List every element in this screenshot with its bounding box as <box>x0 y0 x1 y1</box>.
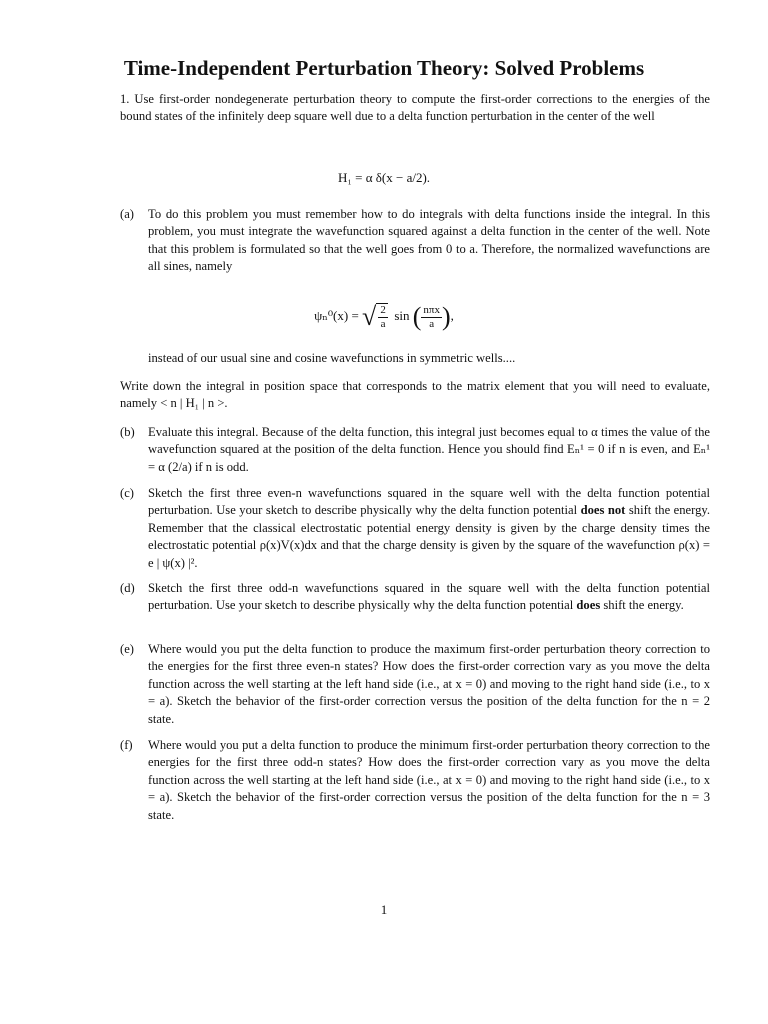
item-d <box>120 580 710 615</box>
equation-h1: H₁ = α δ(x − a/2). <box>337 170 431 185</box>
page-number: 1 <box>380 902 388 917</box>
item-c <box>120 485 710 572</box>
item-d-text: Sketch the first three odd-n wavefunctions squared in the square well with the delta function potential perturbation. Use your sketch to describe physically why the delta function potential does shift the energy. <box>148 581 710 613</box>
wavefunction-equation: ψₙ⁰(x) = √ $\frac{2}{a}$ sin ( $\frac{\text{nπx}}{a}$ ), <box>314 302 454 331</box>
wf-tail: , <box>450 307 454 323</box>
sin-function: sin <box>394 307 410 323</box>
item-f-text: Where would you put a delta function to produce the minimum first-order perturbation theory correction to the energies for the first three odd-n states? How does the first-order correction vary as you move the delta function across the well starting at the left hand side (i.e., at x = 0) and moving to the right hand side (i.e., to x = a). Sketch the behavior of the first-order correction versus the position of the delta function for the n = 3 state. <box>148 738 710 822</box>
item-a-text: To do this problem you must remember how to do integrals with delta functions inside the integral. In this problem, you must integrate the wavefunction squared against a delta function in the center of the well. Note that this problem is formulated so that the well goes from 0 to a. Therefore, the normalized wavefunctions are all sines, namely <box>148 207 710 274</box>
item-b <box>120 424 710 476</box>
item-f <box>120 737 710 824</box>
page-title: Time-Independent Perturbation Theory: Solved Problems <box>123 56 645 80</box>
problem-intro: 1. Use first-order nondegenerate perturbation theory to compute the first-order corrections to the energies of the bound states of the infinitely deep square well due to a delta function perturbation in the center of the well <box>120 92 710 124</box>
item-a <box>120 206 710 276</box>
item-d-label: (d) <box>120 581 135 595</box>
sqrt-denominator: a <box>380 318 386 330</box>
sqrt-numerator: 2 <box>380 304 386 316</box>
item-b-text: Evaluate this integral. Because of the delta function, this integral just becomes equal to α times the value of the wavefunction squared at the position of the delta function. Hence you should find Eₙ¹ = 0 if n is even, and Eₙ¹ = α (2/a) if n is odd. <box>148 425 710 474</box>
note-after-a: instead of our usual sine and cosine wavefunctions in symmetric wells.... <box>148 351 516 365</box>
item-e-text: Where would you put the delta function to produce the maximum first-order perturbation theory correction to the energies for the first three even-n states? How does the first-order correction vary as you move the delta function across the well starting at the left hand side (i.e., at x = 0) and moving to the right hand side (i.e., to x = a). Sketch the behavior of the first-order correction versus the position of the delta function for the n = 2 state. <box>148 642 710 726</box>
item-c-text: Sketch the first three even-n wavefunctions squared in the square well with the delta function potential perturbation. Use your sketch to describe physically why the delta function potential does not shift the energy. Remember that the classical electrostatic potential energy density is given by the charge density times the electrostatic potential ρ(x)V(x)dx and that the charge density is given by the square of the wavefunction ρ(x) = e | ψ(x) |². <box>148 486 711 570</box>
item-b-label: (b) <box>120 425 135 439</box>
item-e <box>120 641 710 728</box>
sqrt-sign: √ <box>362 302 377 331</box>
arg-numerator: nπx <box>423 303 440 316</box>
wf-lhs: ψₙ⁰(x) = <box>314 307 359 323</box>
sqrt-body <box>376 303 388 331</box>
item-c-label: (c) <box>120 486 134 500</box>
arg-denominator: a <box>429 317 435 330</box>
item-e-label: (e) <box>120 642 134 656</box>
item-d-bold: does <box>576 598 601 613</box>
item-c-bold: does not <box>580 503 626 518</box>
write-down-text: Write down the integral in position space that corresponds to the matrix element that you will need to evaluate, namely < n | H₁ | n >. <box>120 379 710 411</box>
item-a-label: (a) <box>120 207 134 221</box>
item-f-label: (f) <box>120 738 133 752</box>
